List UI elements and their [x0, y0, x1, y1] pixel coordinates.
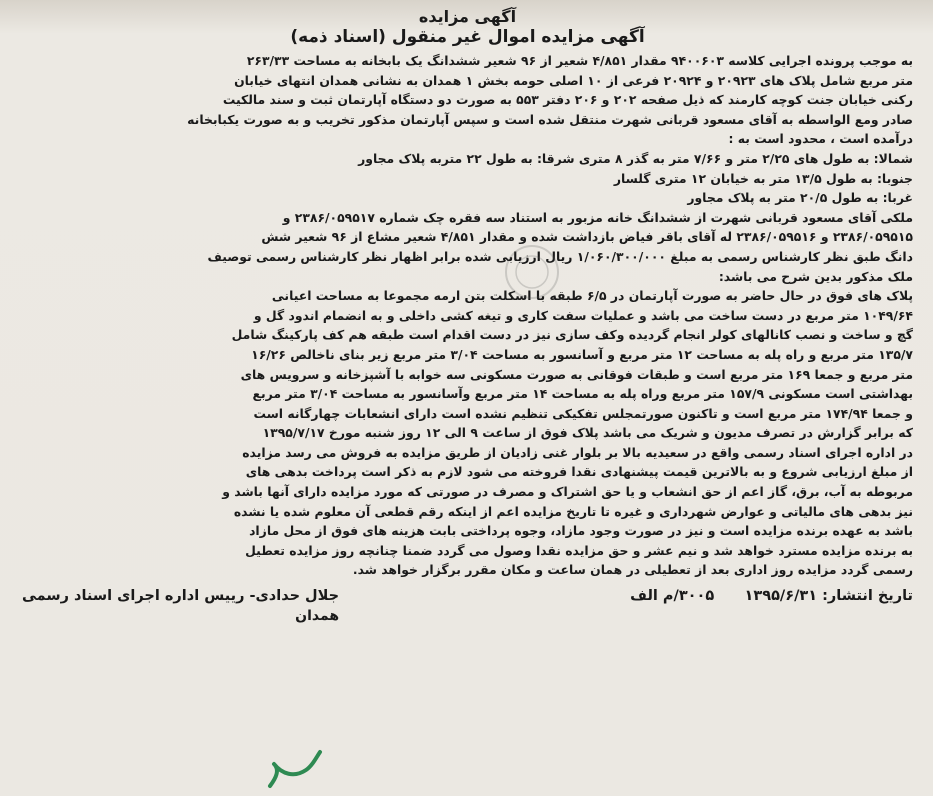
notice-line: ۱۳۵/۷ متر مربع و راه پله به مساحت ۱۲ متر مربع و آسانسور به مساحت ۳/۰۴ متر مربع زیر بنای ناخالص ۱۶/۲۶ [251, 346, 913, 362]
publish-date: تاریخ انتشار: ۱۳۹۵/۶/۳۱ [744, 588, 913, 605]
notice-line: درآمده است ، محدود است به : [728, 131, 913, 147]
notice-line: و جمعا ۱۷۴/۹۴ متر مربع است و تاکنون صورتمجلس تفکیکی تنظیم نشده است دارای انشعابات چهارگانه است [253, 405, 913, 421]
notice-line: که برابر گزارش در تصرف مدیون و شریک می باشد پلاک فوق از ساعت ۹ الی ۱۲ روز شنبه مورخ ۱۳۹۵/۷/۱۷ [262, 425, 913, 441]
signatory-city: همدان [295, 608, 340, 625]
notice-line: غربا: به طول ۲۰/۵ متر به پلاک مجاور [687, 190, 913, 206]
notice-title: آگهی مزایده [418, 7, 517, 26]
notice-line: مربوطه به آب، برق، گاز اعم از حق انشعاب و یا حق اشتراک و مصرف در صورتی که مورد مزایده دارای آنها باشد و [222, 484, 913, 500]
notice-line: به موجب پرونده اجرایی کلاسه ۹۴۰۰۶۰۳ مقدار ۴/۸۵۱ شعیر از ۹۶ شعیر ششدانگ یک بابخانه به مساحت ۲۶۳/۳۳ [246, 53, 913, 68]
notice-line: در اداره اجرای اسناد رسمی واقع در سعیدیه بالا بر بلوار غنی زادیان از طریق مزایده به فروش می رسد مزایده [242, 444, 913, 460]
reference-number: ۳۰۰۵/م الف [630, 588, 715, 605]
notice-line: ملک مذکور بدین شرح می باشد: [718, 268, 913, 284]
notice-line: گچ و ساخت و نصب کانالهای کولر انجام گردیده وکف سازی نیز در دست اقدام است طبقه هم کف پارکینگ شامل [231, 327, 913, 343]
notice-subtitle: آگهی مزایده اموال غیر منقول (اسناد ذمه) [290, 27, 645, 47]
notice-line: نیز بدهی های مالیاتی و عوارض شهرداری و غیره تا تاریخ مزایده اعم از اینکه رقم قطعی آن معلوم شده یا نشده [233, 503, 913, 519]
notice-line: ملکی آقای مسعود قربانی شهرت از ششدانگ خانه مزبور به استناد سه فقره چک شماره ۲۳۸۶/۰۵۹۵۱۷ و [282, 209, 913, 225]
notice-line: به برنده مزایده مسترد خواهد شد و نیم عشر و حق مزایده نقدا وصول می گردد ضمنا چنانچه روز مزایده تعطیل [245, 542, 913, 558]
notice-line: ۲۳۸۶/۰۵۹۵۱۵ و ۲۳۸۶/۰۵۹۵۱۶ له آقای باقر فیاض بازداشت شده و مقدار ۴/۸۵۱ شعیر مشاع از ۹۶ شعیر شش [261, 229, 913, 245]
notice-line: از مبلغ ارزیابی شروع و به بالاترین قیمت پیشنهادی نقدا فروخته می شود لازم به ذکر است پرداخت بدهی های [245, 464, 913, 480]
notice-footer [22, 588, 913, 624]
notice-line: دانگ طبق نظر کارشناس رسمی به مبلغ ۱/۰۶۰/۳۰۰/۰۰۰ ریال ارزیابی شده برابر اظهار نظر کارشناس رسمی توصیف [207, 248, 913, 264]
footer-right [630, 588, 913, 604]
notice-line: متر مربع شامل پلاک های ۲۰۹۲۳ و ۲۰۹۲۴ فرعی از ۱۰ اصلی حومه بخش ۱ همدان به نشانی همدان انتهای خیابان [234, 72, 913, 88]
notice-line: شمالا: به طول های ۲/۲۵ متر و ۷/۶۶ متر به گذر ۸ متری شرقا: به طول ۲۲ متربه پلاک مجاور [358, 150, 913, 166]
signatory-name: جلال حدادی- رییس اداره اجرای اسناد رسمی [22, 588, 340, 605]
notice-line: ۱۰۴۹/۶۴ متر مربع در دست ساخت می باشد و عملیات سفت کاری و تیغه کشی داخلی و به انضمام اندود گل و [253, 307, 913, 323]
handwritten-mark-icon [262, 748, 326, 792]
watermark-graphic [452, 242, 612, 302]
notice-line: رسمی گردد مزایده روز اداری بعد از تعطیلی در همان ساعت و مکان مقرر برگزار خواهد شد. [352, 562, 913, 578]
notice-line: جنوبا: به طول ۱۳/۵ متر به خیابان ۱۲ متری گلسار [613, 170, 913, 186]
notice-line: متر مربع و جمعا ۱۶۹ متر مربع است و طبقات فوقانی به صورت مسکونی سه خوابه با آشپزخانه و سرویس های [240, 366, 913, 382]
notice-line: رکنی خیابان جنت کوچه کارمند که ذیل صفحه ۲۰۲ و ۲۰۶ دفتر ۵۵۳ به صورت دو دستگاه آپارتمان ثبت و سند مالکیت [222, 92, 913, 108]
footer-signatory [22, 588, 339, 624]
notice-line: صادر ومع الواسطه به آقای مسعود قربانی شهرت منتقل شده است و سپس آپارتمان مذکور تخریب و به صورت یکبابخانه [187, 111, 913, 127]
notice-line: باشد به عهده برنده مزایده است و نیز در صورت وجود مازاد، وجوه پرداختی بابت هزینه های فوق از محل مازاد [249, 523, 913, 539]
notice-line: بهداشتی است مسکونی ۱۵۷/۹ متر مربع وراه پله به مساحت ۱۴ متر مربع وآسانسور به مساحت ۳/۰۴ متر مربع [252, 386, 913, 402]
notice-line: پلاک های فوق در حال حاضر به صورت آپارتمان در ۶/۵ طبقه با اسکلت بتن ارمه مجموعا به مساحت اعیانی [271, 288, 913, 304]
notice-body [22, 51, 913, 580]
